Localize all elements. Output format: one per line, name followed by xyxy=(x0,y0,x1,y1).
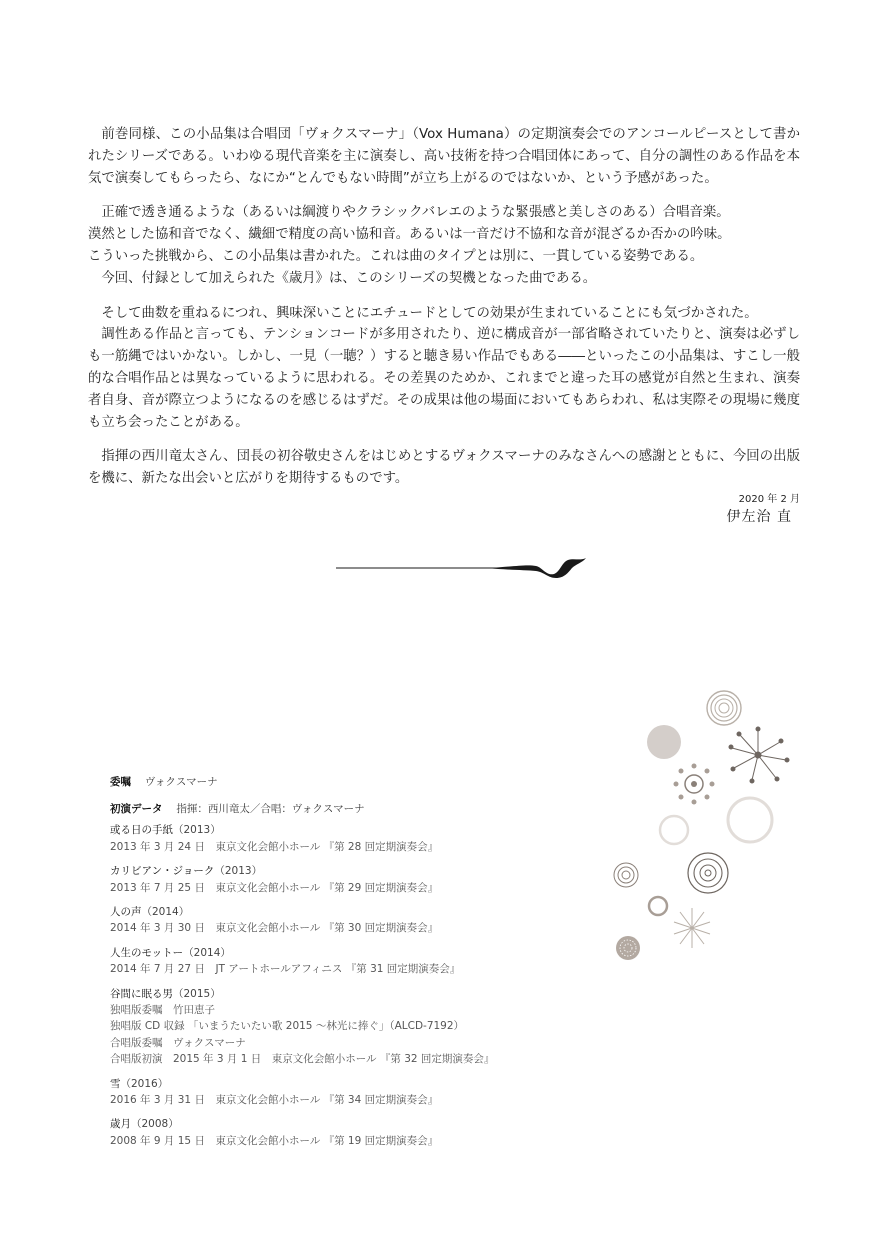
grey-ring-icon xyxy=(649,897,667,915)
preface-date: 2020 年 2 月 xyxy=(738,494,800,505)
spiral-circle-icon xyxy=(707,691,741,725)
spiky-burst-icon xyxy=(674,908,710,948)
works-list xyxy=(110,822,590,1148)
work-detail-line: 合唱版委嘱 ヴォクスマーナ xyxy=(110,1036,246,1049)
work-year: （2016） xyxy=(120,1077,169,1090)
work-entry xyxy=(110,863,590,895)
work-year: （2014） xyxy=(183,947,231,960)
preface xyxy=(88,124,800,503)
ornament-flourish xyxy=(486,558,586,578)
preface-paragraph-3 xyxy=(88,303,800,434)
preface-paragraph-4: 指揮の西川竜太さん、団長の初谷敬史さんをはじめとするヴォクスマーナのみなさんへの感謝とともに、今回の出版を機に、新たな出会いと広がりを期待するものです。 xyxy=(88,449,800,487)
target-circle-icon xyxy=(688,853,728,893)
work-entry xyxy=(110,1116,590,1148)
work-detail-line: 2013 年 7 月 25 日 東京文化会館小ホール 『第 29 回定期演奏会』 xyxy=(110,881,439,894)
work-heading xyxy=(110,986,590,1002)
work-heading xyxy=(110,863,590,879)
work-entry xyxy=(110,904,590,936)
decorative-circles xyxy=(600,680,800,970)
premiere-value: 指揮：西川竜太／合唱：ヴォクスマーナ xyxy=(176,803,365,816)
work-heading xyxy=(110,1076,590,1092)
work-title: カリビアン・ジョーク xyxy=(110,865,215,878)
preface-p2-line-1: 正確で透き通るような（あるいは綱渡りやクラシックバレエのような緊張感と美しさのある）合唱音楽。 xyxy=(101,205,730,221)
work-year: （2013） xyxy=(214,865,263,878)
work-detail-line: 2016 年 3 月 31 日 東京文化会館小ホール 『第 34 回定期演奏会』 xyxy=(110,1093,439,1106)
work-year: （2015） xyxy=(173,988,221,1001)
fuzzy-disc-icon xyxy=(616,936,640,960)
preface-author: 伊左治 直 xyxy=(726,509,792,525)
work-title: 或る日の手紙 xyxy=(110,824,173,837)
commission-value: ヴォクスマーナ xyxy=(144,776,218,788)
work-year: （2008） xyxy=(131,1118,179,1131)
preface-paragraph-2 xyxy=(88,202,800,289)
work-detail-line: 2008 年 9 月 15 日 東京文化会館小ホール 『第 19 回定期演奏会』 xyxy=(110,1134,439,1147)
preface-p2-line-4: 今回、付録として加えられた《歳月》は、このシリーズの契機となった曲である。 xyxy=(101,270,597,286)
work-heading xyxy=(110,822,590,838)
work-heading xyxy=(110,1116,590,1132)
work-title: 人の声 xyxy=(110,906,142,919)
commission-row xyxy=(110,774,590,790)
work-title: 人生のモットー xyxy=(110,947,184,960)
credits xyxy=(110,774,590,1157)
work-entry xyxy=(110,986,590,1067)
preface-p3-line-1: そして曲数を重ねるにつれ、興味深いことにエチュードとしての効果が生まれていることにも気づかされた。 xyxy=(101,305,758,321)
work-detail-line: 合唱版初演 2015 年 3 月 1 日 東京文化会館小ホール 『第 32 回定期演奏会』 xyxy=(110,1052,495,1065)
work-year: （2014） xyxy=(141,906,190,919)
work-detail-line: 独唱版委嘱 竹田恵子 xyxy=(110,1004,215,1017)
preface-p3-line-2: 調性ある作品と言っても、テンションコードが多用されたり、逆に構成音が一部省略されていたりと、演奏は必ずしも一筋縄ではいかない。しかし、一見（一聴？）すると聴き易い作品でもある――といったこの小品集は、すこし一般的な合唱作品とは異なっているように思われる。その差異のためか、これまでと違った耳の感覚が自然と生まれ、演奏者自身、音が際立つようになるのを感じるはずだ。その成果は他の場面においてもあらわれ、私は実際その現場に幾度も立ち会ったことがある。 xyxy=(88,327,800,430)
grey-disc-icon xyxy=(647,725,681,759)
preface-paragraph-1: 前巻同様、この小品集は合唱団「ヴォクスマーナ」（Vox Humana）の定期演奏会でのアンコールピースとして書かれたシリーズである。いわゆる現代音楽を主に演奏し、高い技術を持つ合唱団体にあって、自分の調性のある作品を本気で演奏してもらったら、なにか“とんでもない時間”が立ち上がるのではないか、という予感があった。 xyxy=(88,127,800,186)
work-entry xyxy=(110,945,590,977)
small-target-icon xyxy=(614,863,638,887)
work-title: 雪 xyxy=(110,1077,121,1090)
preface-p2-line-2: 漠然とした協和音でなく、繊細で精度の高い協和音。あるいは一音だけ不協和な音が混ざるか否かの吟味。 xyxy=(88,227,731,243)
dotted-ring-icon xyxy=(674,764,715,805)
work-heading xyxy=(110,904,590,920)
work-entry xyxy=(110,1076,590,1108)
premiere-row xyxy=(110,801,590,817)
starburst-icon xyxy=(729,727,789,783)
commission-label: 委嘱 xyxy=(110,776,131,788)
work-title: 谷間に眠る男 xyxy=(110,988,173,1001)
work-detail-line: 2014 年 3 月 30 日 東京文化会館小ホール 『第 30 回定期演奏会』 xyxy=(110,922,439,935)
work-detail-line: 2014 年 7 月 27 日 JT アートホールアフィニス 『第 31 回定期演奏会』 xyxy=(110,963,461,976)
work-detail-line: 2013 年 3 月 24 日 東京文化会館小ホール 『第 28 回定期演奏会』 xyxy=(110,840,439,853)
ornament-divider xyxy=(336,552,592,582)
premiere-label: 初演データ xyxy=(110,803,163,816)
preface-p2-line-3: こういった挑戦から、この小品集は書かれた。これは曲のタイプとは別に、一貫している姿勢である。 xyxy=(88,248,704,264)
work-detail-line: 独唱版 CD 収録 「いまうたいたい歌 2015 〜林光に捧ぐ」（ALCD-7192） xyxy=(110,1020,465,1033)
work-heading xyxy=(110,945,590,961)
work-entry xyxy=(110,822,590,854)
work-year: （2013） xyxy=(173,824,221,837)
pale-ring-icon xyxy=(728,798,772,842)
work-title: 歳月 xyxy=(110,1118,131,1131)
small-pale-ring-icon xyxy=(660,816,688,844)
